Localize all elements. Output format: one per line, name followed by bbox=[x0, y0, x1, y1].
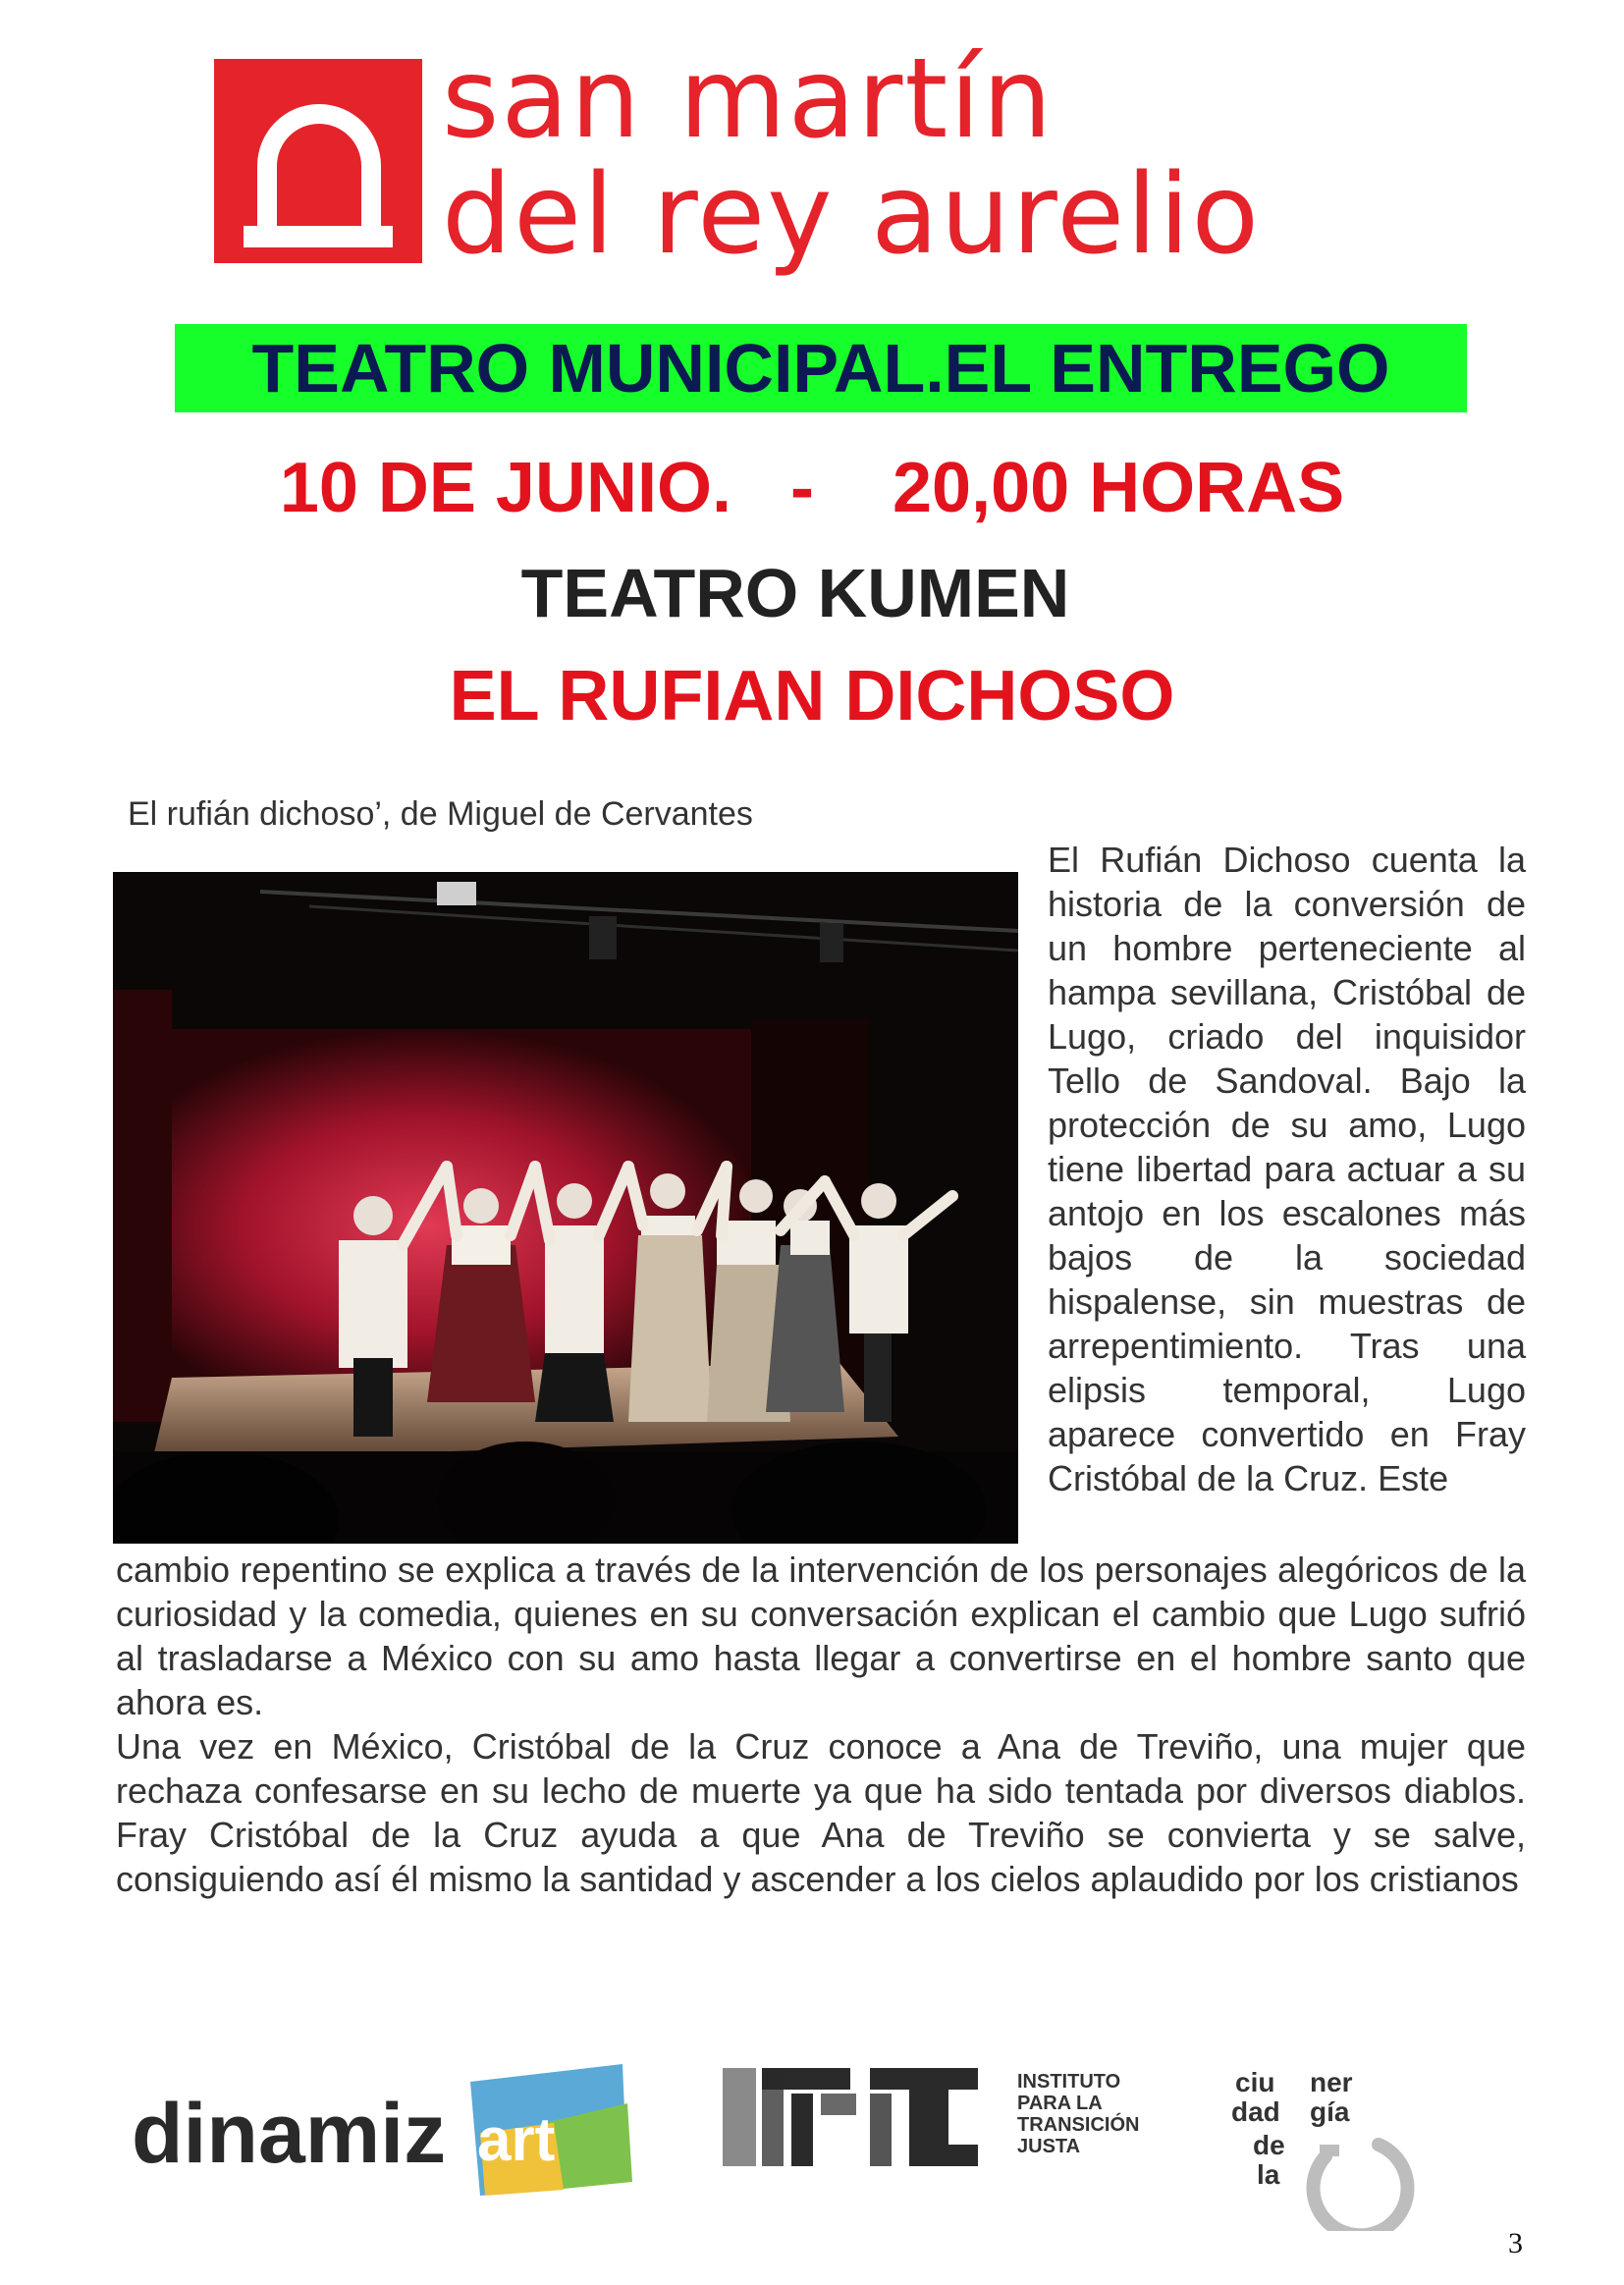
synopsis-side-column bbox=[1048, 838, 1526, 1500]
svg-text:ner: ner bbox=[1310, 2067, 1353, 2097]
logo-line-1: san martín bbox=[442, 35, 1055, 163]
svg-text:art: art bbox=[477, 2106, 556, 2174]
svg-text:dad: dad bbox=[1231, 2096, 1280, 2127]
svg-text:ciu: ciu bbox=[1235, 2067, 1275, 2097]
page-number: 3 bbox=[1508, 2227, 1523, 2259]
svg-text:la: la bbox=[1257, 2159, 1280, 2190]
synopsis-paragraph-2: Una vez en México, Cristóbal de la Cruz conoce a Ana de Treviño, una mujer que rechaza confesarse en su lecho de muerte ya que ha sido tentada por diversos diablos. Fray Cristóbal de la Cruz ayuda a que Ana de Treviño se convierta y se salve, consiguiendo así él mismo la santidad y ascender a los cielos aplaudido por los cristianos bbox=[116, 1726, 1526, 1899]
play-title: EL RUFIAN DICHOSO bbox=[449, 657, 1175, 735]
svg-text:TRANSICIÓN: TRANSICIÓN bbox=[1017, 2114, 1140, 2136]
stage-photo bbox=[113, 872, 1018, 1544]
svg-text:gía: gía bbox=[1310, 2096, 1350, 2127]
venue-heading: TEATRO MUNICIPAL.EL ENTREGO bbox=[251, 330, 1390, 407]
municipality-logo-mark bbox=[214, 59, 422, 263]
svg-text:de: de bbox=[1253, 2130, 1285, 2160]
svg-text:PARA LA: PARA LA bbox=[1017, 2093, 1103, 2114]
synopsis-full-width bbox=[116, 1548, 1526, 1901]
synopsis-side-text: El Rufián Dichoso cuenta la historia de la conversión de un hombre perteneciente al hampa sevillana, Cristóbal de Lugo, criado del inquisidor Tello de Sandoval. Bajo la protección de su amo, Lugo tiene libertad para actuar a su antojo en los escalones más bajos de la sociedad hispalense, sin muestras de arrepentimiento. Tras una elipsis temporal, Lugo aparece convertido en Fray Cristóbal de la Cruz. Este bbox=[1048, 840, 1526, 1498]
logo-line-2: del rey aurelio bbox=[442, 151, 1261, 279]
synopsis-continued: cambio repentino se explica a través de la intervención de los personajes alegóricos de la curiosidad y la comedia, quienes en su conversación explican el cambio que Lugo sufrió al trasladarse a México con su amo hasta llegar a convertirse en el hombre santo que ahora es. bbox=[116, 1550, 1526, 1722]
photo-caption: El rufián dichoso’, de Miguel de Cervantes bbox=[128, 795, 753, 833]
svg-text:dinamiz: dinamiz bbox=[132, 2087, 447, 2181]
arch-icon bbox=[257, 104, 381, 230]
municipality-logo-text bbox=[442, 35, 1261, 279]
itj-logo bbox=[723, 2064, 1174, 2174]
svg-text:JUSTA: JUSTA bbox=[1017, 2136, 1081, 2157]
dinamizart-logo bbox=[132, 2064, 654, 2196]
svg-text:INSTITUTO: INSTITUTO bbox=[1017, 2071, 1121, 2093]
date-time-heading: 10 DE JUNIO. - 20,00 HORAS bbox=[279, 449, 1345, 527]
ciudad-energia-logo bbox=[1231, 2066, 1428, 2231]
company-heading: TEATRO KUMEN bbox=[520, 555, 1070, 631]
